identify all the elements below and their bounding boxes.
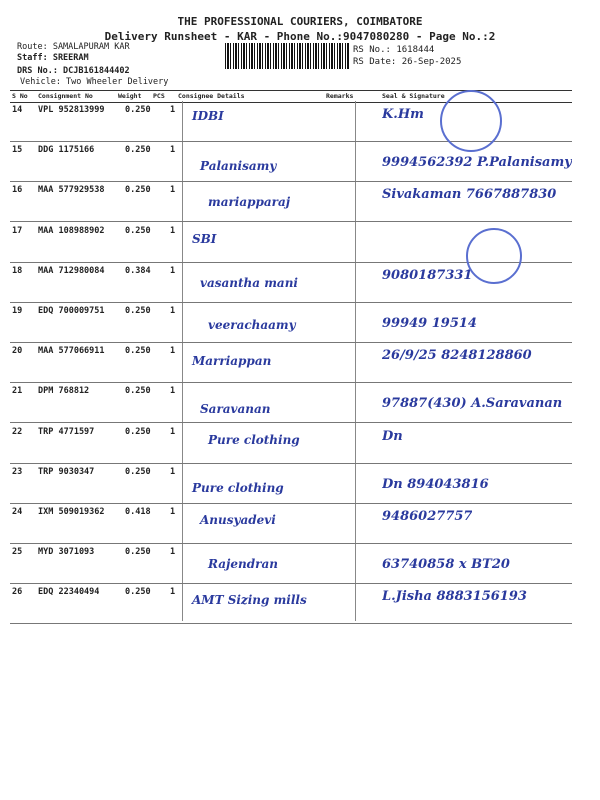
table-row <box>10 342 572 383</box>
weight-value: 0.250 <box>125 466 151 477</box>
drs-number: DRS No.: DCJB161844402 <box>17 66 130 76</box>
col-pcs: PCS <box>153 92 165 100</box>
serial-number: 25 <box>12 547 23 558</box>
pieces-count: 1 <box>170 145 176 156</box>
consignee-handwritten: vasantha mani <box>200 275 298 290</box>
consignee-handwritten: Palanisamy <box>200 159 277 174</box>
receiver-signature: K.Hm <box>382 107 424 122</box>
consignment-number: MYD 3071093 <box>38 547 95 558</box>
consignee-handwritten: Saravanan <box>200 402 271 417</box>
pieces-count: 1 <box>170 105 176 115</box>
pieces-count: 1 <box>170 225 176 236</box>
receiver-signature: 99949 19514 <box>382 316 477 331</box>
serial-number: 26 <box>12 587 23 598</box>
seal-stamp <box>440 90 502 152</box>
table-row <box>10 463 572 504</box>
col-remarks: Remarks <box>326 92 354 100</box>
company-title: THE PROFESSIONAL COURIERS, COIMBATORE <box>177 15 423 28</box>
receiver-signature: 26/9/25 8248128860 <box>382 348 532 364</box>
weight-value: 0.418 <box>125 507 151 517</box>
pieces-count: 1 <box>170 185 176 196</box>
serial-number: 17 <box>12 225 23 236</box>
receiver-signature: Dn <box>382 428 403 444</box>
consignment-number: TRP 4771597 <box>38 426 95 437</box>
consignment-number: MAA 577066911 <box>38 346 105 357</box>
serial-number: 14 <box>12 105 23 115</box>
consignment-number: IXM 509019362 <box>38 507 105 517</box>
consignment-number: EDQ 700009751 <box>38 306 105 316</box>
weight-value: 0.250 <box>125 225 151 236</box>
table-row <box>10 423 572 464</box>
col-sno: S No <box>12 92 28 100</box>
seal-stamp <box>466 228 522 284</box>
serial-number: 19 <box>12 306 23 316</box>
consignee-handwritten: Marriappan <box>192 354 272 369</box>
rs-number: RS No.: 1618444 <box>353 45 435 55</box>
weight-value: 0.250 <box>125 145 151 156</box>
col-consignee: Consignee Details <box>178 92 245 100</box>
serial-number: 18 <box>12 265 23 276</box>
pieces-count: 1 <box>170 587 176 598</box>
consignee-handwritten: IDBI <box>192 109 224 123</box>
route-label: Route: SAMALAPURAM KAR <box>17 42 130 52</box>
pieces-count: 1 <box>170 466 176 477</box>
runsheet-subtitle: Delivery Runsheet - KAR - Phone No.:9047080280 - Page No.:2 <box>104 30 496 43</box>
consignment-number: DDG 1175166 <box>38 145 95 156</box>
serial-number: 20 <box>12 346 23 357</box>
receiver-signature: Dn 894043816 <box>382 476 489 492</box>
consignment-number: MAA 108988902 <box>38 225 105 236</box>
consignee-handwritten: veerachaamy <box>208 318 296 332</box>
col-seal: Seal & Signature <box>382 92 445 100</box>
weight-value: 0.250 <box>125 346 151 357</box>
receiver-signature: 9486027757 <box>382 509 473 524</box>
pieces-count: 1 <box>170 306 176 316</box>
table-row <box>10 382 572 423</box>
pieces-count: 1 <box>170 265 176 276</box>
weight-value: 0.250 <box>125 185 151 196</box>
weight-value: 0.250 <box>125 306 151 316</box>
consignee-handwritten: Anusyadevi <box>200 513 276 527</box>
serial-number: 24 <box>12 507 23 517</box>
col-consignment: Consignment No <box>38 92 93 100</box>
receiver-signature: 97887(430) A.Saravanan <box>382 396 563 412</box>
pieces-count: 1 <box>170 547 176 558</box>
table-row <box>10 181 572 222</box>
serial-number: 16 <box>12 185 23 196</box>
consignment-number: MAA 712980084 <box>38 265 105 276</box>
vehicle-label: Vehicle: Two Wheeler Delivery <box>20 77 169 87</box>
pieces-count: 1 <box>170 386 176 397</box>
consignee-handwritten: SBI <box>192 231 217 246</box>
pieces-count: 1 <box>170 426 176 437</box>
consignment-number: EDQ 22340494 <box>38 587 100 598</box>
barcode-image <box>225 43 350 69</box>
consignee-handwritten: AMT Sizing mills <box>192 593 307 608</box>
receiver-signature: 9080187331 <box>382 267 473 283</box>
receiver-signature: L.Jisha 8883156193 <box>382 589 527 605</box>
receiver-signature: 63740858 x BT20 <box>382 557 510 573</box>
weight-value: 0.250 <box>125 426 151 437</box>
consignment-number: VPL 952813999 <box>38 105 105 115</box>
weight-value: 0.250 <box>125 386 151 397</box>
staff-label: Staff: SREERAM <box>17 53 89 63</box>
weight-value: 0.250 <box>125 587 151 598</box>
weight-value: 0.384 <box>125 265 151 276</box>
consignee-handwritten: Rajendran <box>208 557 278 572</box>
weight-value: 0.250 <box>125 547 151 558</box>
table-row <box>10 503 572 544</box>
table-row <box>10 543 572 584</box>
consignment-number: DPM 768812 <box>38 386 90 397</box>
table-row <box>10 583 572 624</box>
table-row <box>10 141 572 182</box>
serial-number: 23 <box>12 466 23 477</box>
consignee-handwritten: mariapparaj <box>208 195 291 210</box>
weight-value: 0.250 <box>125 105 151 115</box>
consignee-handwritten: Pure clothing <box>208 432 300 447</box>
serial-number: 15 <box>12 145 23 156</box>
table-row <box>10 302 572 343</box>
consignment-number: MAA 577929538 <box>38 185 105 196</box>
receiver-signature: 9994562392 P.Palanisamy <box>382 155 572 171</box>
receiver-signature: Sivakaman 7667887830 <box>382 187 557 203</box>
serial-number: 22 <box>12 426 23 437</box>
rs-date: RS Date: 26-Sep-2025 <box>353 57 462 67</box>
col-weight: Weight <box>118 92 142 100</box>
consignment-number: TRP 9030347 <box>38 466 95 477</box>
pieces-count: 1 <box>170 507 176 517</box>
serial-number: 21 <box>12 386 23 397</box>
pieces-count: 1 <box>170 346 176 357</box>
consignee-handwritten: Pure clothing <box>192 480 284 495</box>
